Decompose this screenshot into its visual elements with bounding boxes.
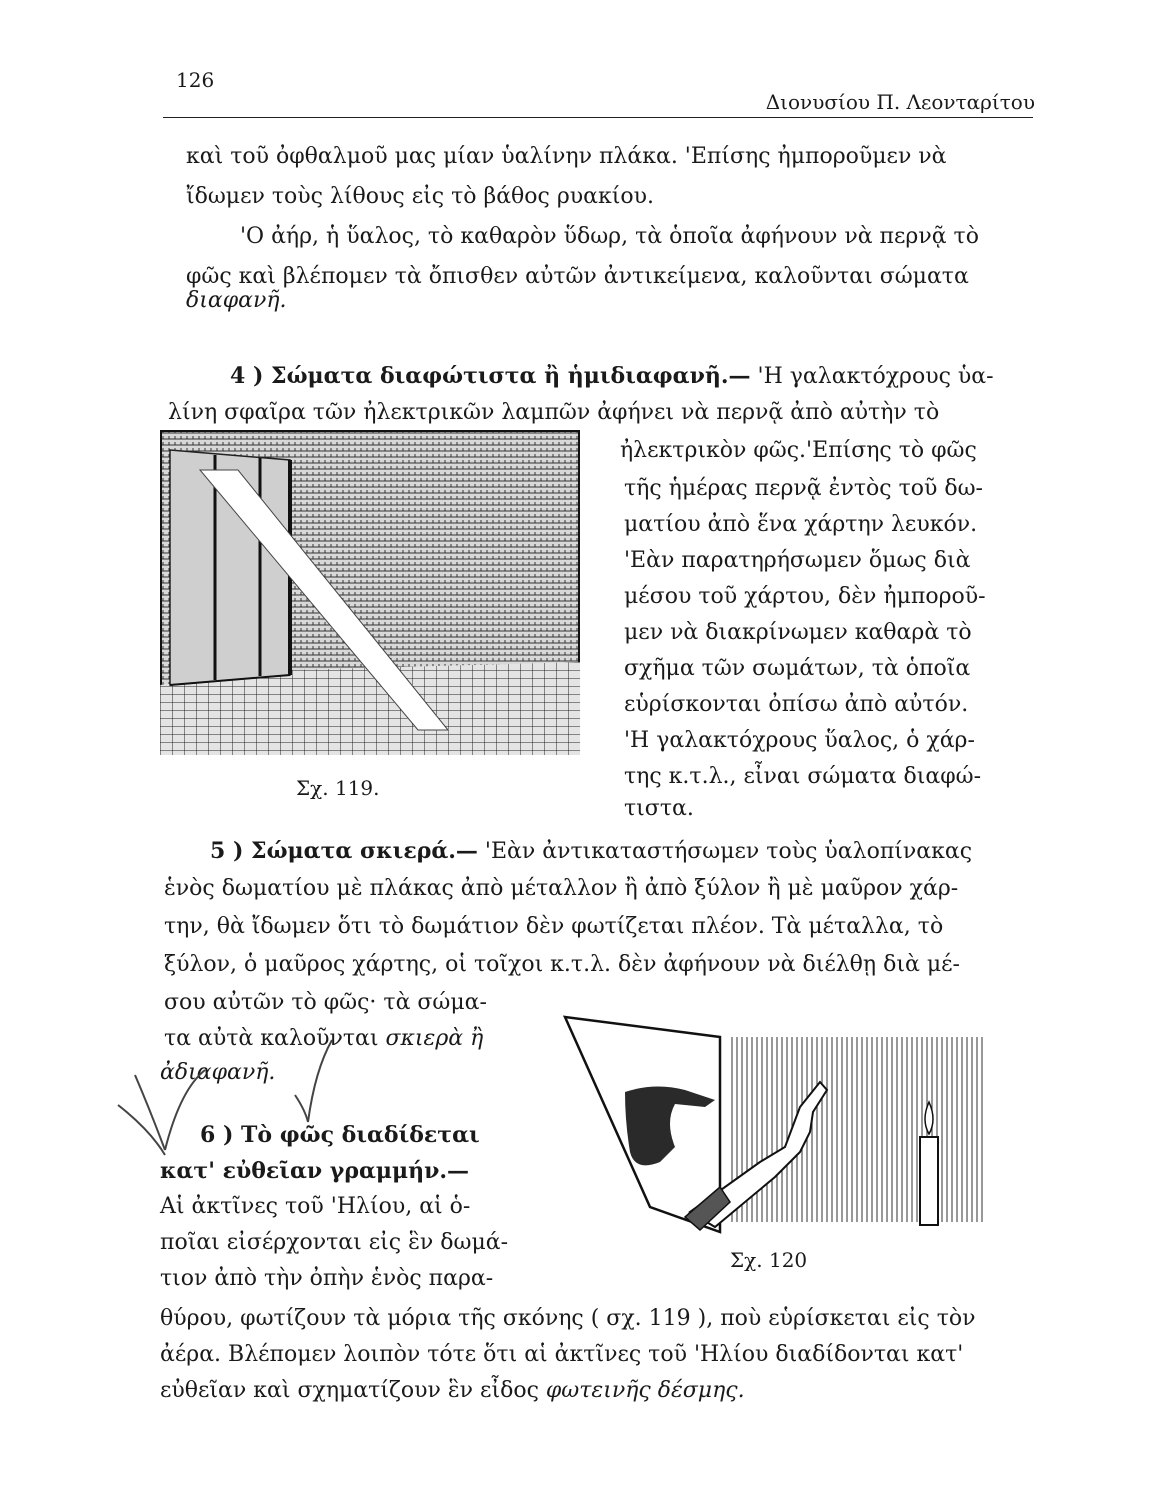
section4-side-line-9: 'Η γαλακτόχρους ὕαλος, ὁ χάρ-	[624, 728, 975, 753]
section4-heading-line	[230, 365, 994, 388]
section4-heading: 4 ) Σώματα διαφώτιστα ἢ ἡμιδιαφανῆ.—	[230, 363, 751, 389]
section5-ta-text: τα αὐτὰ καλοῦνται	[164, 1026, 379, 1051]
section5-line-3: ξύλον, ὁ μαῦρος χάρτης, οἱ τοῖχοι κ.τ.λ. δὲν ἀφήνουν νὰ διέλθῃ διὰ μέ-	[164, 952, 960, 977]
section6-line-6	[160, 1380, 745, 1402]
section6-heading-line-2: κατ' εὐθεῖαν γραμμήν.—	[160, 1158, 470, 1184]
section6-last-line-italic: φωτεινῆς δέσμης.	[545, 1378, 745, 1403]
section4-side-line-2: τῆς ἡμέρας περνᾷ ἐντὸς τοῦ δω-	[624, 476, 983, 501]
section5-heading-rest: 'Εὰν ἀντικαταστήσωμεν τοὺς ὑαλοπίνακας	[484, 839, 973, 864]
intro-line-4: φῶς καὶ βλέπομεν τὰ ὄπισθεν αὐτῶν ἀντικείμενα, καλοῦνται σώματα	[186, 264, 969, 289]
section5-line-1: ἑνὸς δωματίου μὲ πλάκας ἀπὸ μέταλλον ἢ ἀπὸ ξύλον ἢ μὲ μαῦρον χάρ-	[164, 876, 959, 901]
section4-side-line-10: της κ.τ.λ., εἶναι σώματα διαφώ-	[624, 764, 982, 789]
section6-line-4: θύρου, φωτίζουν τὰ μόρια τῆς σκόνης ( σχ. 119 ), ποὺ εὑρίσκεται εἰς τὸν	[160, 1306, 976, 1331]
section6-line-1: Αἱ ἀκτῖνες τοῦ 'Ηλίου, αἱ ὁ-	[160, 1194, 471, 1219]
figure-120-caption: Σχ. 120	[730, 1248, 808, 1272]
section4-side-line-4: 'Εὰν παρατηρήσωμεν ὅμως διὰ	[624, 548, 971, 573]
section6-line-5: ἀέρα. Βλέπομεν λοιπὸν τότε ὅτι αἱ ἀκτῖνες τοῦ 'Ηλίου διαδίδονται κατ'	[160, 1342, 964, 1367]
section4-side-line-5: μέσου τοῦ χάρτου, δὲν ἠμποροῦ-	[624, 584, 986, 609]
section4-heading-rest: 'Η γαλακτόχρους ὑα-	[757, 364, 994, 389]
section4-side-line-7: σχῆμα τῶν σωμάτων, τὰ ὁποῖα	[624, 656, 971, 681]
figure-120-illustration	[555, 1012, 995, 1237]
page-number: 126	[176, 68, 215, 92]
section6-line-3: τιον ἀπὸ τὴν ὀπὴν ἑνὸς παρα-	[160, 1266, 494, 1291]
section5-line-4: σου αὐτῶν τὸ φῶς· τὰ σώμα-	[164, 990, 487, 1015]
section4-side-line-11: τιστα.	[624, 796, 694, 821]
section5-heading: 5 ) Σώματα σκιερά.—	[210, 838, 478, 864]
section4-side-line-6: μεν νὰ διακρίνωμεν καθαρὰ τὸ	[624, 620, 972, 645]
intro-line-3: 'Ο ἀήρ, ἡ ὕαλος, τὸ καθαρὸν ὕδωρ, τὰ ὁποῖα ἀφήνουν νὰ περνᾷ τὸ	[240, 224, 979, 249]
figure-119-caption: Σχ. 119.	[296, 776, 380, 800]
section6-line-2: ποῖαι εἰσέρχονται εἰς ἓν δωμά-	[160, 1230, 509, 1255]
intro-line-2: ἴδωμεν τοὺς λίθους εἰς τὸ βάθος ρυακίου.	[186, 184, 655, 209]
section5-adiafani: ἀδιαφανῆ.	[160, 1060, 276, 1085]
section5-skiera: σκιερὰ ἢ	[385, 1026, 484, 1051]
intro-line-5: διαφανῆ.	[186, 288, 287, 313]
section4-side-line-3: ματίου ἀπὸ ἕνα χάρτην λευκόν.	[624, 512, 978, 537]
figure-119-illustration	[160, 430, 580, 755]
section4-side-line-1: ἠλεκτρικὸν φῶς.'Επίσης τὸ φῶς	[620, 438, 977, 463]
section6-heading-line-1: 6 ) Τὸ φῶς διαδίδεται	[200, 1122, 480, 1148]
section6-last-line-start: εὐθεῖαν καὶ σχηματίζουν ἓν εἶδος	[160, 1378, 539, 1403]
section5-line-2: την, θὰ ἴδωμεν ὅτι τὸ δωμάτιον δὲν φωτίζεται πλέον. Τὰ μέταλλα, τὸ	[164, 914, 944, 939]
section5-heading-line	[210, 840, 972, 863]
running-head: Διονυσίου Π. Λεονταρίτου	[765, 90, 1035, 114]
section4-line-2: λίνη σφαῖρα τῶν ἠλεκτρικῶν λαμπῶν ἀφήνει νὰ περνᾷ ἀπὸ αὐτὴν τὸ	[168, 400, 940, 425]
section4-side-line-8: εὑρίσκονται ὀπίσω ἀπὸ αὐτόν.	[624, 692, 969, 717]
header-rule	[163, 117, 1033, 118]
intro-line-1: καὶ τοῦ ὀφθαλμοῦ μας μίαν ὑαλίνην πλάκα. 'Επίσης ἠμποροῦμεν νὰ	[186, 144, 947, 169]
